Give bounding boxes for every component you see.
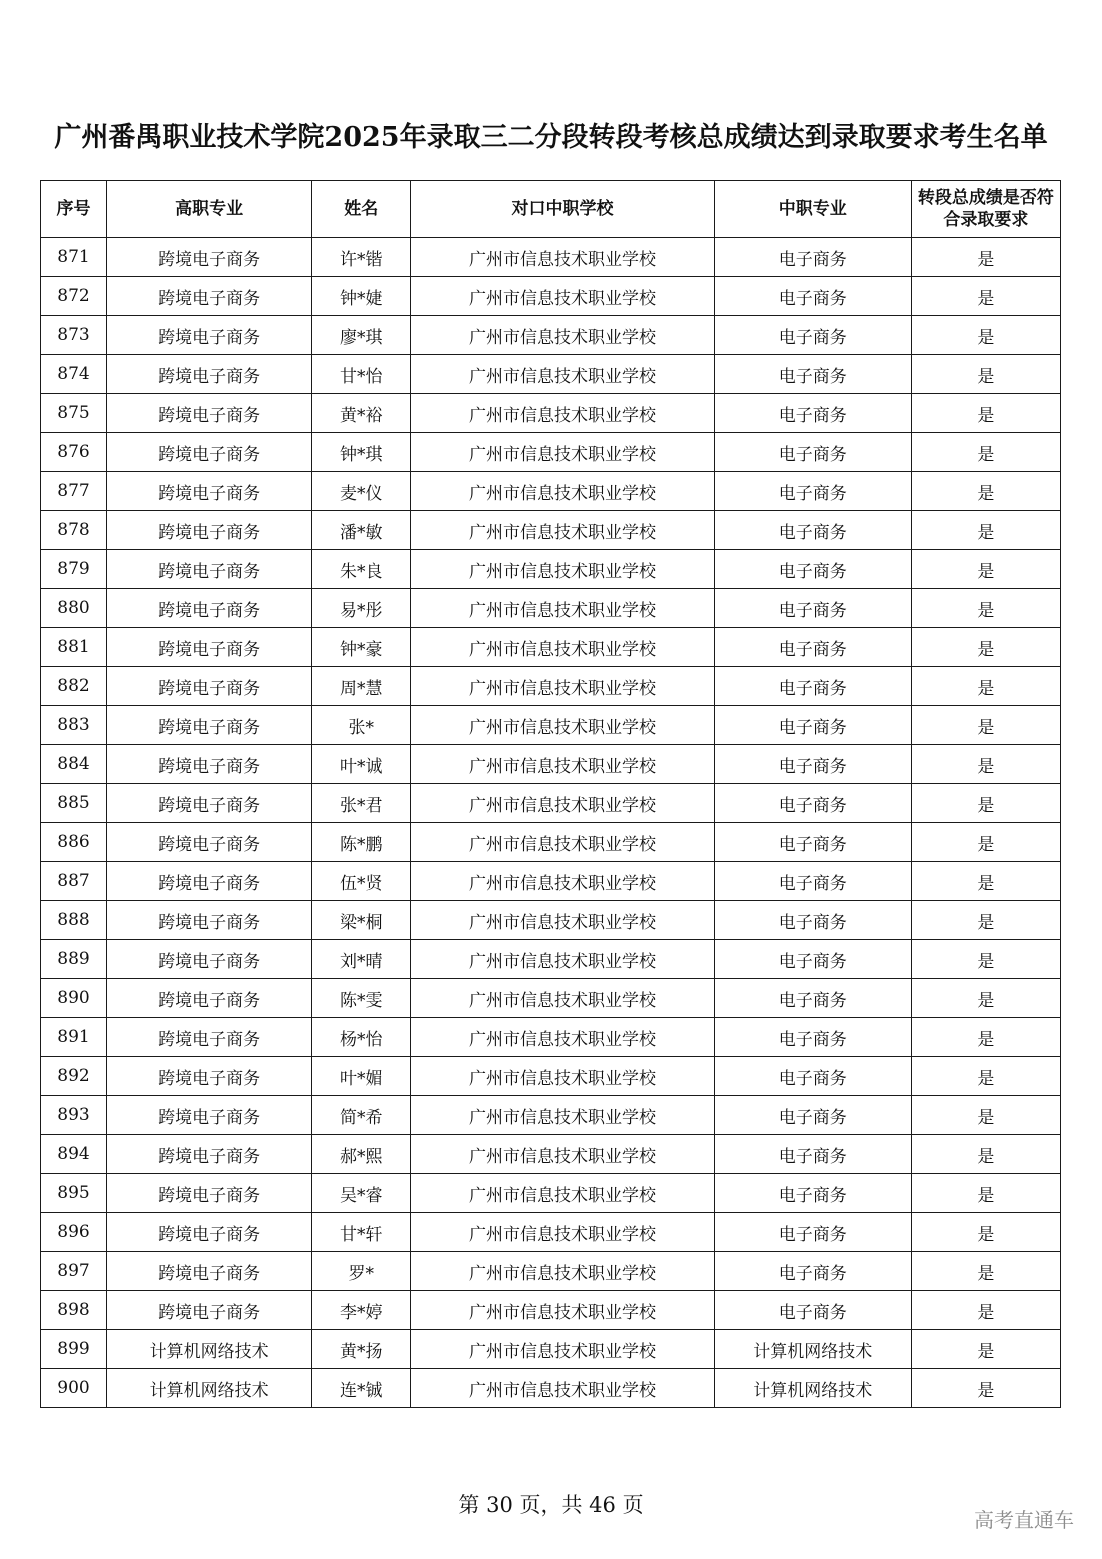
cell-no: 872 [41, 277, 107, 316]
cell-name: 钟*豪 [312, 628, 411, 667]
cell-secondary-major: 电子商务 [714, 823, 911, 862]
cell-name: 周*慧 [312, 667, 411, 706]
cell-no: 887 [41, 862, 107, 901]
cell-secondary-major: 电子商务 [714, 1291, 911, 1330]
cell-qualified: 是 [911, 901, 1060, 940]
cell-no: 888 [41, 901, 107, 940]
cell-major: 跨境电子商务 [107, 1213, 312, 1252]
cell-major: 跨境电子商务 [107, 901, 312, 940]
cell-major: 跨境电子商务 [107, 1057, 312, 1096]
cell-no: 893 [41, 1096, 107, 1135]
cell-qualified: 是 [911, 862, 1060, 901]
cell-name: 甘*怡 [312, 355, 411, 394]
cell-secondary-major: 电子商务 [714, 1174, 911, 1213]
cell-name: 李*婷 [312, 1291, 411, 1330]
cell-school: 广州市信息技术职业学校 [411, 472, 714, 511]
table-row [41, 1213, 1061, 1252]
cell-major: 跨境电子商务 [107, 823, 312, 862]
cell-major: 跨境电子商务 [107, 706, 312, 745]
cell-name: 伍*贤 [312, 862, 411, 901]
table-row [41, 1369, 1061, 1408]
cell-no: 871 [41, 238, 107, 277]
cell-secondary-major: 电子商务 [714, 316, 911, 355]
cell-name: 张*君 [312, 784, 411, 823]
cell-name: 梁*桐 [312, 901, 411, 940]
header-no: 序号 [41, 181, 107, 238]
cell-name: 麦*仪 [312, 472, 411, 511]
cell-qualified: 是 [911, 745, 1060, 784]
cell-no: 885 [41, 784, 107, 823]
cell-secondary-major: 电子商务 [714, 1018, 911, 1057]
cell-major: 跨境电子商务 [107, 784, 312, 823]
cell-school: 广州市信息技术职业学校 [411, 1213, 714, 1252]
table-row [41, 394, 1061, 433]
cell-name: 简*希 [312, 1096, 411, 1135]
cell-no: 889 [41, 940, 107, 979]
cell-major: 跨境电子商务 [107, 1018, 312, 1057]
cell-no: 875 [41, 394, 107, 433]
cell-major: 跨境电子商务 [107, 979, 312, 1018]
cell-no: 877 [41, 472, 107, 511]
table-row [41, 1252, 1061, 1291]
cell-school: 广州市信息技术职业学校 [411, 667, 714, 706]
cell-school: 广州市信息技术职业学校 [411, 979, 714, 1018]
cell-major: 跨境电子商务 [107, 1291, 312, 1330]
cell-school: 广州市信息技术职业学校 [411, 628, 714, 667]
cell-name: 陈*鹏 [312, 823, 411, 862]
cell-school: 广州市信息技术职业学校 [411, 784, 714, 823]
cell-secondary-major: 计算机网络技术 [714, 1369, 911, 1408]
cell-qualified: 是 [911, 1096, 1060, 1135]
cell-major: 计算机网络技术 [107, 1330, 312, 1369]
cell-major: 跨境电子商务 [107, 589, 312, 628]
cell-secondary-major: 电子商务 [714, 628, 911, 667]
cell-name: 甘*轩 [312, 1213, 411, 1252]
cell-major: 跨境电子商务 [107, 1252, 312, 1291]
cell-name: 叶*诚 [312, 745, 411, 784]
cell-secondary-major: 电子商务 [714, 667, 911, 706]
table-header-row [41, 181, 1061, 238]
page-title: 广州番禺职业技术学院2025年录取三二分段转段考核总成绩达到录取要求考生名单 [54, 122, 1048, 153]
cell-qualified: 是 [911, 277, 1060, 316]
table-row [41, 433, 1061, 472]
table-row [41, 589, 1061, 628]
cell-qualified: 是 [911, 1135, 1060, 1174]
cell-name: 易*彤 [312, 589, 411, 628]
cell-no: 898 [41, 1291, 107, 1330]
cell-no: 900 [41, 1369, 107, 1408]
cell-school: 广州市信息技术职业学校 [411, 550, 714, 589]
cell-qualified: 是 [911, 940, 1060, 979]
cell-school: 广州市信息技术职业学校 [411, 1135, 714, 1174]
cell-name: 张* [312, 706, 411, 745]
cell-secondary-major: 电子商务 [714, 862, 911, 901]
cell-no: 886 [41, 823, 107, 862]
header-major: 高职专业 [107, 181, 312, 238]
cell-name: 钟*婕 [312, 277, 411, 316]
cell-qualified: 是 [911, 979, 1060, 1018]
cell-major: 跨境电子商务 [107, 1096, 312, 1135]
cell-name: 钟*琪 [312, 433, 411, 472]
cell-school: 广州市信息技术职业学校 [411, 823, 714, 862]
cell-secondary-major: 电子商务 [714, 706, 911, 745]
cell-major: 跨境电子商务 [107, 862, 312, 901]
cell-major: 跨境电子商务 [107, 667, 312, 706]
admission-table [40, 180, 1061, 1408]
cell-secondary-major: 电子商务 [714, 511, 911, 550]
table-row [41, 1057, 1061, 1096]
cell-no: 873 [41, 316, 107, 355]
cell-secondary-major: 电子商务 [714, 355, 911, 394]
cell-no: 876 [41, 433, 107, 472]
table-row [41, 1018, 1061, 1057]
cell-name: 罗* [312, 1252, 411, 1291]
cell-secondary-major: 电子商务 [714, 550, 911, 589]
header-secondary-major: 中职专业 [714, 181, 911, 238]
cell-no: 874 [41, 355, 107, 394]
cell-name: 刘*晴 [312, 940, 411, 979]
cell-name: 朱*良 [312, 550, 411, 589]
cell-no: 878 [41, 511, 107, 550]
cell-no: 896 [41, 1213, 107, 1252]
cell-school: 广州市信息技术职业学校 [411, 1330, 714, 1369]
cell-qualified: 是 [911, 394, 1060, 433]
cell-qualified: 是 [911, 1057, 1060, 1096]
cell-major: 跨境电子商务 [107, 277, 312, 316]
cell-no: 892 [41, 1057, 107, 1096]
cell-name: 连*铖 [312, 1369, 411, 1408]
cell-school: 广州市信息技术职业学校 [411, 706, 714, 745]
cell-school: 广州市信息技术职业学校 [411, 901, 714, 940]
cell-qualified: 是 [911, 1174, 1060, 1213]
watermark: 高考直通车 [974, 1508, 1074, 1532]
cell-major: 跨境电子商务 [107, 433, 312, 472]
cell-name: 陈*雯 [312, 979, 411, 1018]
cell-qualified: 是 [911, 472, 1060, 511]
table-row [41, 979, 1061, 1018]
cell-no: 895 [41, 1174, 107, 1213]
cell-major: 计算机网络技术 [107, 1369, 312, 1408]
table-row [41, 706, 1061, 745]
cell-qualified: 是 [911, 589, 1060, 628]
cell-qualified: 是 [911, 511, 1060, 550]
table-body [41, 238, 1061, 1408]
cell-no: 891 [41, 1018, 107, 1057]
table-row [41, 745, 1061, 784]
cell-qualified: 是 [911, 1018, 1060, 1057]
cell-secondary-major: 电子商务 [714, 745, 911, 784]
table-row [41, 940, 1061, 979]
cell-no: 897 [41, 1252, 107, 1291]
cell-no: 883 [41, 706, 107, 745]
table-row [41, 901, 1061, 940]
table-row [41, 550, 1061, 589]
table-row [41, 277, 1061, 316]
table-row [41, 1174, 1061, 1213]
cell-school: 广州市信息技术职业学校 [411, 1291, 714, 1330]
cell-secondary-major: 计算机网络技术 [714, 1330, 911, 1369]
cell-school: 广州市信息技术职业学校 [411, 1252, 714, 1291]
cell-secondary-major: 电子商务 [714, 394, 911, 433]
table-row [41, 823, 1061, 862]
cell-no: 884 [41, 745, 107, 784]
cell-school: 广州市信息技术职业学校 [411, 277, 714, 316]
cell-secondary-major: 电子商务 [714, 277, 911, 316]
cell-no: 899 [41, 1330, 107, 1369]
cell-secondary-major: 电子商务 [714, 1096, 911, 1135]
cell-no: 890 [41, 979, 107, 1018]
table-row [41, 238, 1061, 277]
cell-major: 跨境电子商务 [107, 745, 312, 784]
table-row [41, 667, 1061, 706]
cell-name: 廖*琪 [312, 316, 411, 355]
cell-name: 黄*裕 [312, 394, 411, 433]
cell-no: 894 [41, 1135, 107, 1174]
table-row [41, 784, 1061, 823]
cell-school: 广州市信息技术职业学校 [411, 433, 714, 472]
cell-school: 广州市信息技术职业学校 [411, 316, 714, 355]
cell-secondary-major: 电子商务 [714, 940, 911, 979]
cell-school: 广州市信息技术职业学校 [411, 589, 714, 628]
cell-qualified: 是 [911, 667, 1060, 706]
cell-qualified: 是 [911, 1213, 1060, 1252]
cell-school: 广州市信息技术职业学校 [411, 1174, 714, 1213]
cell-name: 吴*睿 [312, 1174, 411, 1213]
cell-major: 跨境电子商务 [107, 316, 312, 355]
cell-name: 郝*熙 [312, 1135, 411, 1174]
table-row [41, 316, 1061, 355]
cell-major: 跨境电子商务 [107, 472, 312, 511]
cell-major: 跨境电子商务 [107, 355, 312, 394]
cell-major: 跨境电子商务 [107, 511, 312, 550]
header-name: 姓名 [312, 181, 411, 238]
cell-no: 881 [41, 628, 107, 667]
header-school: 对口中职学校 [411, 181, 714, 238]
cell-qualified: 是 [911, 550, 1060, 589]
table-row [41, 1291, 1061, 1330]
cell-secondary-major: 电子商务 [714, 979, 911, 1018]
cell-school: 广州市信息技术职业学校 [411, 862, 714, 901]
cell-school: 广州市信息技术职业学校 [411, 355, 714, 394]
cell-school: 广州市信息技术职业学校 [411, 745, 714, 784]
cell-secondary-major: 电子商务 [714, 433, 911, 472]
page-number: 第 30 页，共 46 页 [458, 1493, 644, 1517]
cell-major: 跨境电子商务 [107, 940, 312, 979]
table-row [41, 628, 1061, 667]
cell-name: 潘*敏 [312, 511, 411, 550]
cell-no: 880 [41, 589, 107, 628]
cell-secondary-major: 电子商务 [714, 472, 911, 511]
cell-secondary-major: 电子商务 [714, 1057, 911, 1096]
cell-secondary-major: 电子商务 [714, 784, 911, 823]
table-row [41, 862, 1061, 901]
cell-qualified: 是 [911, 1330, 1060, 1369]
table-row [41, 1330, 1061, 1369]
cell-qualified: 是 [911, 706, 1060, 745]
table-row [41, 472, 1061, 511]
cell-major: 跨境电子商务 [107, 1135, 312, 1174]
cell-secondary-major: 电子商务 [714, 238, 911, 277]
cell-qualified: 是 [911, 1252, 1060, 1291]
cell-qualified: 是 [911, 1369, 1060, 1408]
cell-name: 许*锴 [312, 238, 411, 277]
cell-name: 杨*怡 [312, 1018, 411, 1057]
cell-secondary-major: 电子商务 [714, 1135, 911, 1174]
cell-school: 广州市信息技术职业学校 [411, 1096, 714, 1135]
cell-major: 跨境电子商务 [107, 550, 312, 589]
cell-school: 广州市信息技术职业学校 [411, 394, 714, 433]
cell-name: 黄*扬 [312, 1330, 411, 1369]
table-row [41, 1096, 1061, 1135]
cell-major: 跨境电子商务 [107, 1174, 312, 1213]
cell-qualified: 是 [911, 316, 1060, 355]
cell-qualified: 是 [911, 628, 1060, 667]
cell-qualified: 是 [911, 238, 1060, 277]
cell-major: 跨境电子商务 [107, 238, 312, 277]
cell-no: 882 [41, 667, 107, 706]
cell-no: 879 [41, 550, 107, 589]
table-row [41, 355, 1061, 394]
cell-school: 广州市信息技术职业学校 [411, 511, 714, 550]
header-qualified: 转段总成绩是否符合录取要求 [911, 181, 1060, 238]
cell-major: 跨境电子商务 [107, 628, 312, 667]
cell-major: 跨境电子商务 [107, 394, 312, 433]
cell-qualified: 是 [911, 1291, 1060, 1330]
cell-qualified: 是 [911, 784, 1060, 823]
cell-qualified: 是 [911, 355, 1060, 394]
cell-school: 广州市信息技术职业学校 [411, 1057, 714, 1096]
cell-secondary-major: 电子商务 [714, 589, 911, 628]
cell-secondary-major: 电子商务 [714, 1213, 911, 1252]
cell-school: 广州市信息技术职业学校 [411, 238, 714, 277]
cell-school: 广州市信息技术职业学校 [411, 1369, 714, 1408]
table-row [41, 1135, 1061, 1174]
cell-school: 广州市信息技术职业学校 [411, 1018, 714, 1057]
cell-secondary-major: 电子商务 [714, 901, 911, 940]
cell-name: 叶*媚 [312, 1057, 411, 1096]
cell-secondary-major: 电子商务 [714, 1252, 911, 1291]
cell-qualified: 是 [911, 823, 1060, 862]
cell-school: 广州市信息技术职业学校 [411, 940, 714, 979]
table-row [41, 511, 1061, 550]
cell-qualified: 是 [911, 433, 1060, 472]
